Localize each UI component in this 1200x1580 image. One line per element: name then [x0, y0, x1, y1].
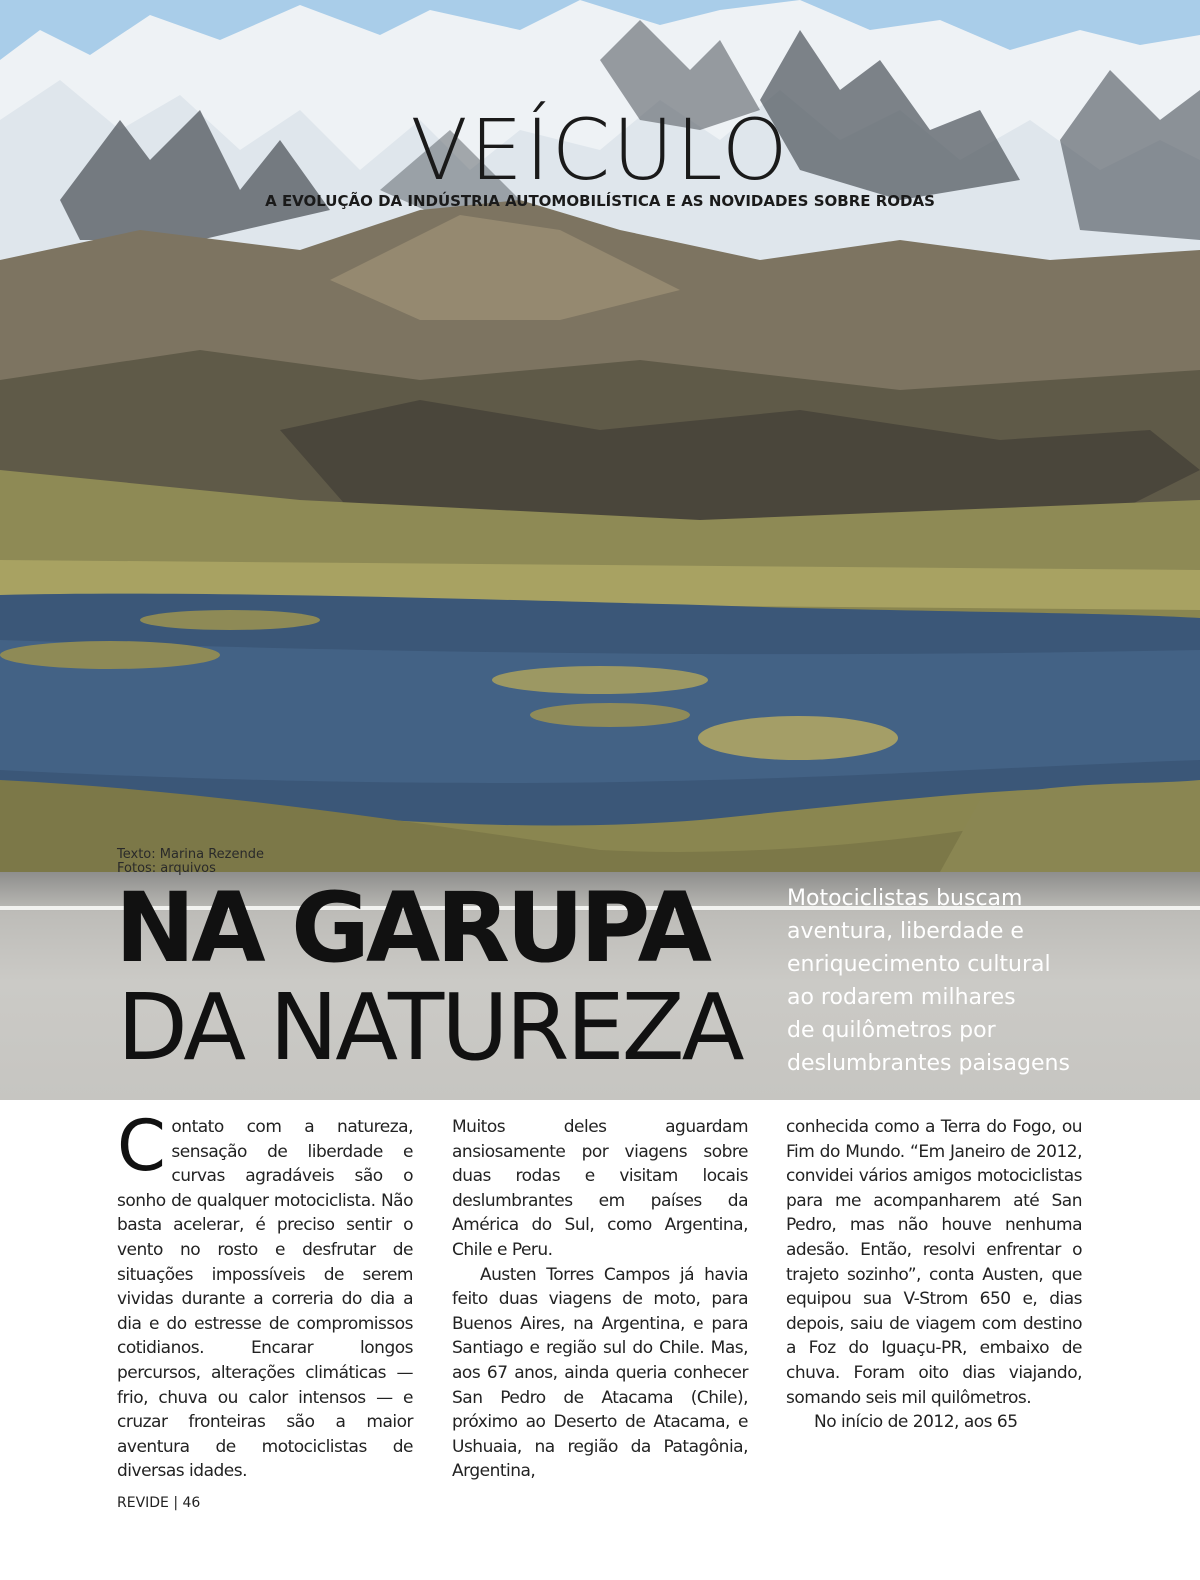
lede-line: Motociclistas buscam [787, 886, 1023, 911]
article-lede [787, 882, 1087, 1080]
lede-line: de quilômetros por [787, 1018, 996, 1043]
body-paragraph: Austen Torres Campos já havia feito duas viagens de moto, para Buenos Aires, na Argentina, e para Santiago e região sul do Chile. Mas, aos 67 anos, ainda queria conhecer San Pedro de Atacama (Chile), próximo ao Deserto de Atacama, e Ushuaia, na região da Patagônia, Argentina, [452, 1264, 748, 1482]
drop-cap: C [117, 1105, 166, 1187]
body-text: ontato com a natureza, sensação de liberdade e curvas agradáveis são o sonho de qualquer motociclista. Não basta acelerar, é preciso sentir o vento no rosto e desfrutar de situações impossíveis de serem vividas durante a correria do dia a dia e do estresse de compromissos cotidianos. Encarar longos percursos, alterações climáticas — frio, chuva ou calor intensos — e cruzar fronteiras são a maior aventura de motociclistas de diversas idades. [117, 1117, 413, 1482]
body-paragraph: Muitos deles aguardam ansiosamente por viagens sobre duas rodas e visitam locais deslumbrantes em países da América do Sul, como Argentina, Chile e Peru. [452, 1117, 748, 1260]
body-column-2 [452, 1115, 748, 1484]
lede-line: enriquecimento cultural [787, 952, 1051, 977]
lede-line: ao rodarem milhares [787, 985, 1016, 1010]
body-column-1 [117, 1105, 413, 1484]
lede-line: deslumbrantes paisagens [787, 1051, 1070, 1076]
headline-line-1: NA GARUPA [115, 872, 708, 984]
body-paragraph: No início de 2012, aos 65 [814, 1412, 1018, 1433]
section-subtitle: A EVOLUÇÃO DA INDÚSTRIA AUTOMOBILÍSTICA E AS NOVIDADES SOBRE RODAS [265, 192, 935, 210]
body-paragraph [117, 1105, 413, 1484]
text-credit: Texto: Marina Rezende [117, 847, 264, 862]
section-title: VEÍCULO [410, 101, 790, 199]
body-paragraph: conhecida como a Terra do Fogo, ou Fim do Mundo. “Em Janeiro de 2012, convidei vários amigos motociclistas para me acompanharem até San Pedro, mas não houve nenhuma adesão. Então, resolvi enfrentar o trajeto sozinho”, conta Austen, que equipou sua V-Strom 650 e, dias depois, saiu de viagem com destino a Foz do Iguaçu-PR, embaixo de chuva. Foram oito dias viajando, somando seis mil quilômetros. [786, 1117, 1082, 1408]
photo-credit: Fotos: arquivos [117, 861, 216, 876]
headline-line-2: DA NATUREZA [117, 974, 742, 1081]
page-folio: REVIDE | 46 [117, 1495, 201, 1511]
lede-line: aventura, liberdade e [787, 919, 1024, 944]
body-column-3 [786, 1115, 1082, 1435]
